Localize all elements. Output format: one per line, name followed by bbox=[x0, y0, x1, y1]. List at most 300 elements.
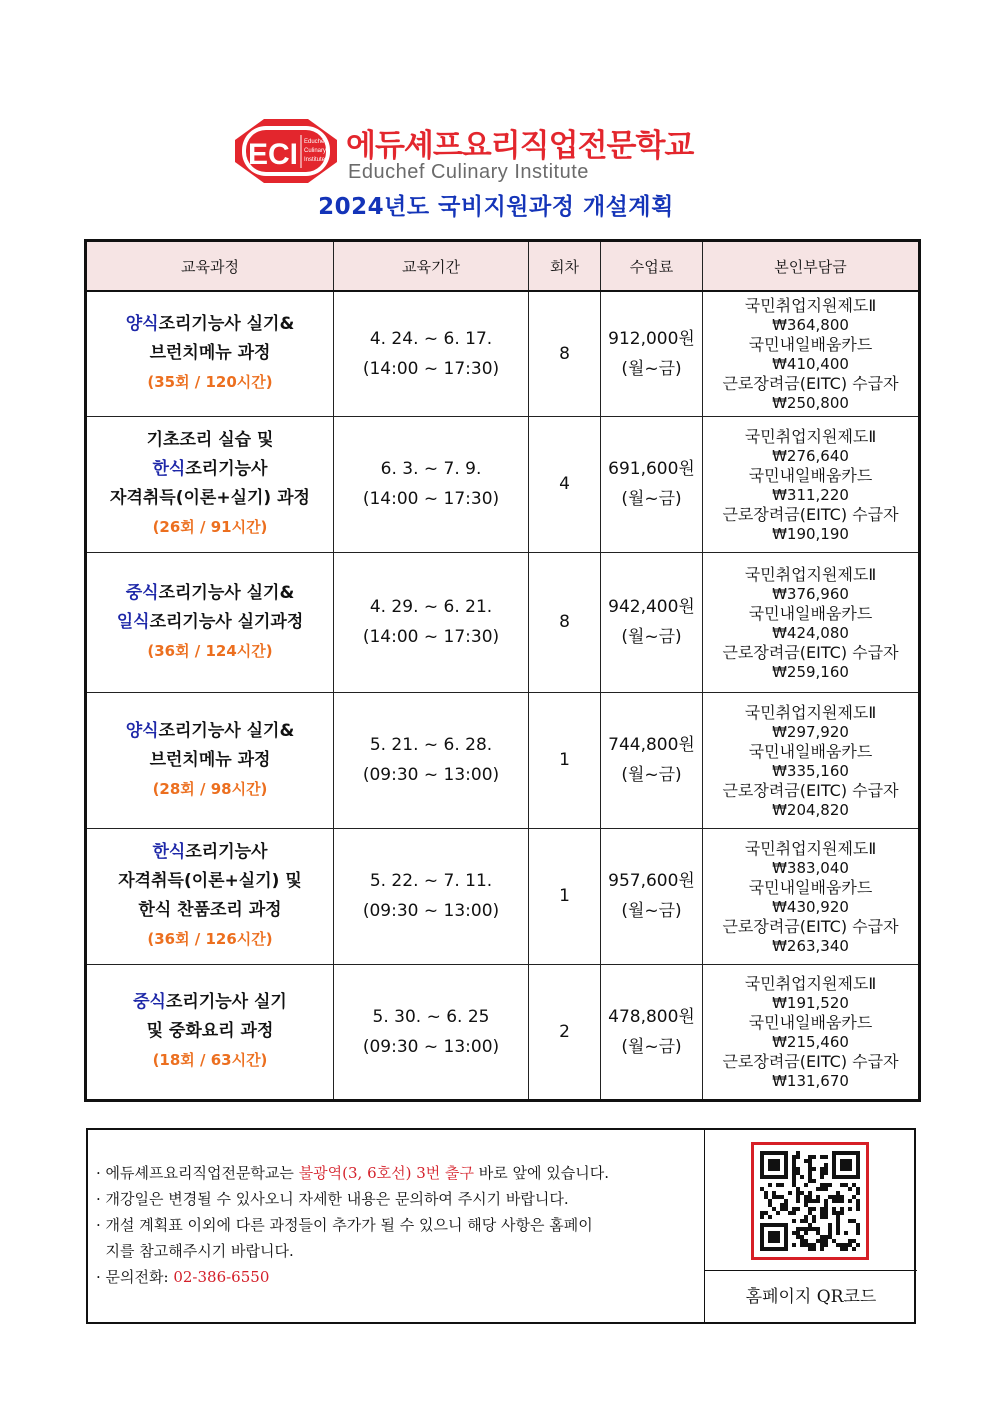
qr-module bbox=[844, 1247, 848, 1251]
qr-module bbox=[792, 1155, 796, 1159]
notice-text-segment: 바로 앞에 있습니다. bbox=[474, 1164, 610, 1182]
logo-english-name: Educhef Culinary Institute bbox=[348, 161, 589, 183]
course-text: 조리기능사 실기과정 bbox=[149, 611, 304, 632]
course-name-cell bbox=[86, 291, 334, 416]
burden-program: 국민취업지원제도Ⅱ bbox=[744, 974, 877, 993]
qr-module bbox=[836, 1227, 840, 1231]
fee-days: (월~금) bbox=[621, 1036, 682, 1057]
col-header-fee: 수업료 bbox=[601, 241, 703, 292]
period-dates: 5. 30. ~ 6. 25 bbox=[372, 1006, 490, 1027]
qr-module bbox=[832, 1211, 836, 1215]
cuisine-highlight: 중식 bbox=[133, 992, 166, 1012]
qr-module bbox=[856, 1227, 860, 1231]
qr-module bbox=[824, 1243, 828, 1247]
burden-program: 국민내일배움카드 bbox=[748, 465, 873, 485]
self-burden-cell bbox=[703, 416, 920, 552]
qr-module bbox=[824, 1239, 828, 1243]
qr-module bbox=[796, 1167, 800, 1171]
qr-module bbox=[828, 1227, 832, 1231]
notice-highlight: 불광역(3, 6호선) 3번 출구 bbox=[298, 1164, 475, 1182]
burden-program: 근로장려금(EITC) 수급자 bbox=[722, 504, 899, 524]
period-dates: 5. 22. ~ 7. 11. bbox=[369, 871, 493, 891]
fee-days: (월~금) bbox=[621, 901, 682, 921]
self-burden-cell bbox=[703, 692, 920, 828]
period-cell bbox=[334, 552, 529, 692]
burden-program: 근로장려금(EITC) 수급자 bbox=[722, 374, 899, 394]
qr-module bbox=[764, 1195, 768, 1199]
qr-module bbox=[804, 1243, 808, 1247]
qr-module bbox=[792, 1183, 796, 1187]
burden-amount: ₩191,520 bbox=[772, 994, 849, 1012]
qr-module bbox=[856, 1187, 860, 1191]
qr-module bbox=[772, 1191, 776, 1195]
qr-module bbox=[800, 1191, 804, 1195]
self-burden-cell bbox=[703, 552, 920, 692]
course-text: 브런치메뉴 과정 bbox=[149, 749, 271, 770]
qr-module bbox=[792, 1171, 796, 1175]
qr-module bbox=[796, 1187, 800, 1191]
qr-module bbox=[760, 1187, 764, 1191]
qr-module bbox=[808, 1247, 812, 1251]
fee-amount: 912,000원 bbox=[608, 328, 695, 349]
course-text: 브런치메뉴 과정 bbox=[149, 343, 271, 364]
qr-module bbox=[812, 1155, 816, 1159]
period-cell bbox=[334, 291, 529, 416]
course-name-line bbox=[87, 426, 333, 455]
qr-module bbox=[784, 1203, 788, 1207]
course-text: 조리기능사 실기& bbox=[158, 720, 295, 741]
burden-program: 근로장려금(EITC) 수급자 bbox=[722, 780, 899, 800]
fee-days: (월~금) bbox=[621, 765, 682, 785]
course-name-line bbox=[87, 1017, 333, 1046]
qr-module bbox=[800, 1227, 804, 1231]
qr-module bbox=[772, 1195, 776, 1199]
qr-module bbox=[836, 1215, 840, 1219]
notice-text-segment: 지를 참고해주시기 바랍니다. bbox=[96, 1242, 294, 1260]
qr-module bbox=[784, 1199, 788, 1203]
qr-module bbox=[832, 1239, 836, 1243]
self-burden-cell bbox=[703, 828, 920, 964]
qr-module bbox=[780, 1183, 784, 1187]
qr-module bbox=[856, 1231, 860, 1235]
qr-module bbox=[812, 1243, 816, 1247]
qr-caption: 홈페이지 QR코드 bbox=[705, 1270, 917, 1323]
qr-module bbox=[808, 1211, 812, 1215]
table-row bbox=[86, 964, 920, 1100]
burden-program: 국민취업지원제도Ⅱ bbox=[744, 838, 877, 858]
period-cell bbox=[334, 692, 529, 828]
logo-badge-small-3: Institute bbox=[304, 157, 326, 163]
qr-module bbox=[808, 1163, 812, 1167]
qr-module bbox=[792, 1211, 796, 1215]
qr-module bbox=[808, 1179, 812, 1183]
table-row bbox=[86, 828, 920, 964]
burden-amount: ₩190,190 bbox=[772, 524, 849, 543]
period-dates: 6. 3. ~ 7. 9. bbox=[380, 459, 482, 479]
qr-module bbox=[804, 1199, 808, 1203]
qr-module bbox=[808, 1171, 812, 1175]
fee-cell bbox=[601, 692, 703, 828]
qr-module bbox=[792, 1163, 796, 1167]
qr-module bbox=[836, 1231, 840, 1235]
qr-module bbox=[820, 1247, 824, 1251]
qr-module bbox=[836, 1191, 840, 1195]
qr-module bbox=[856, 1199, 860, 1203]
course-schedule-table bbox=[84, 239, 921, 1102]
period-time: (14:00 ~ 17:30) bbox=[362, 627, 500, 647]
qr-module bbox=[816, 1227, 820, 1231]
qr-module bbox=[840, 1243, 844, 1247]
qr-module bbox=[808, 1243, 812, 1247]
qr-module bbox=[796, 1151, 800, 1155]
period-cell bbox=[334, 416, 529, 552]
qr-module bbox=[848, 1199, 852, 1203]
course-hours: (18회 / 63시간) bbox=[152, 1051, 268, 1069]
qr-module bbox=[828, 1223, 832, 1227]
qr-module bbox=[832, 1199, 836, 1203]
col-header-burden: 본인부담금 bbox=[703, 241, 920, 292]
qr-module bbox=[764, 1191, 768, 1195]
qr-module bbox=[804, 1159, 808, 1163]
burden-program: 국민취업지원제도Ⅱ bbox=[744, 426, 877, 446]
qr-module bbox=[804, 1215, 808, 1219]
qr-module bbox=[804, 1231, 808, 1235]
qr-module bbox=[836, 1223, 840, 1227]
qr-module bbox=[816, 1199, 820, 1203]
qr-module bbox=[848, 1243, 852, 1247]
qr-module bbox=[800, 1235, 804, 1239]
qr-module bbox=[844, 1183, 848, 1187]
qr-module bbox=[792, 1175, 796, 1179]
course-name-line bbox=[87, 484, 333, 513]
notice-text-segment: · 에듀셰프요리직업전문학교는 bbox=[96, 1164, 299, 1182]
qr-module bbox=[768, 1199, 772, 1203]
qr-module bbox=[848, 1207, 852, 1211]
course-name-line bbox=[87, 310, 333, 339]
fee-cell bbox=[601, 964, 703, 1100]
course-name-cell bbox=[86, 416, 334, 552]
qr-module bbox=[812, 1247, 816, 1251]
qr-module bbox=[804, 1203, 808, 1207]
course-name-cell bbox=[86, 964, 334, 1100]
burden-program: 국민내일배움카드 bbox=[748, 877, 873, 897]
qr-module bbox=[792, 1179, 796, 1183]
period-time: (14:00 ~ 17:30) bbox=[362, 489, 500, 509]
course-text: 조리기능사 bbox=[185, 459, 268, 479]
period-dates: 4. 24. ~ 6. 17. bbox=[369, 328, 493, 349]
qr-module bbox=[828, 1195, 832, 1199]
burden-amount: ₩364,800 bbox=[772, 316, 849, 335]
qr-module bbox=[820, 1183, 824, 1187]
qr-module bbox=[856, 1243, 860, 1247]
qr-module bbox=[848, 1239, 852, 1243]
qr-module bbox=[800, 1239, 804, 1243]
qr-module bbox=[812, 1179, 816, 1183]
fee-amount: 957,600원 bbox=[608, 871, 695, 891]
notice-text-segment: · 개강일은 변경될 수 있사오니 자세한 내용은 문의하여 주시기 바랍니다. bbox=[96, 1190, 569, 1208]
qr-module bbox=[768, 1183, 772, 1187]
fee-amount: 942,400원 bbox=[608, 597, 695, 617]
qr-module bbox=[820, 1211, 824, 1215]
fee-cell bbox=[601, 552, 703, 692]
qr-finder-core bbox=[840, 1159, 852, 1171]
homepage-qr-code[interactable] bbox=[751, 1142, 869, 1260]
qr-module bbox=[792, 1159, 796, 1163]
course-text: 조리기능사 실기 bbox=[165, 992, 287, 1012]
qr-module bbox=[776, 1183, 780, 1187]
qr-module bbox=[824, 1155, 828, 1159]
school-logo bbox=[234, 118, 704, 190]
qr-module bbox=[792, 1207, 796, 1211]
cuisine-highlight: 중식 bbox=[125, 582, 159, 603]
self-burden-cell bbox=[703, 964, 920, 1100]
qr-module bbox=[832, 1207, 836, 1211]
burden-amount: ₩383,040 bbox=[772, 858, 849, 877]
qr-module bbox=[836, 1195, 840, 1199]
qr-module bbox=[840, 1211, 844, 1215]
qr-module bbox=[816, 1187, 820, 1191]
burden-amount: ₩410,400 bbox=[772, 355, 849, 374]
qr-module bbox=[824, 1187, 828, 1191]
burden-program: 국민취업지원제도Ⅱ bbox=[744, 564, 877, 584]
fee-days: (월~금) bbox=[621, 627, 682, 647]
course-text: 조리기능사 실기& bbox=[158, 314, 295, 335]
qr-finder-core bbox=[768, 1231, 780, 1243]
burden-amount: ₩376,960 bbox=[772, 584, 849, 603]
round-cell: 4 bbox=[529, 416, 601, 552]
qr-module bbox=[824, 1183, 828, 1187]
qr-module bbox=[816, 1195, 820, 1199]
qr-module bbox=[824, 1211, 828, 1215]
round-cell: 2 bbox=[529, 964, 601, 1100]
course-name-line bbox=[87, 867, 333, 896]
fee-cell bbox=[601, 291, 703, 416]
qr-module bbox=[796, 1191, 800, 1195]
qr-module bbox=[796, 1195, 800, 1199]
qr-module bbox=[820, 1155, 824, 1159]
qr-module bbox=[840, 1199, 844, 1203]
qr-module bbox=[820, 1167, 824, 1171]
qr-module bbox=[796, 1207, 800, 1211]
period-cell bbox=[334, 964, 529, 1100]
qr-module bbox=[848, 1187, 852, 1191]
qr-module bbox=[812, 1219, 816, 1223]
course-text: 기초조리 실습 및 bbox=[146, 430, 274, 450]
cuisine-highlight: 일식 bbox=[116, 611, 150, 632]
notice-line bbox=[96, 1238, 704, 1264]
course-hours: (36회 / 124시간) bbox=[147, 641, 273, 660]
cuisine-highlight: 양식 bbox=[125, 720, 159, 741]
burden-amount: ₩131,670 bbox=[772, 1072, 849, 1090]
table-row bbox=[86, 552, 920, 692]
col-header-round: 회차 bbox=[529, 241, 601, 292]
burden-amount: ₩250,800 bbox=[772, 394, 849, 413]
qr-module bbox=[768, 1203, 772, 1207]
course-name-cell bbox=[86, 692, 334, 828]
qr-column bbox=[704, 1130, 917, 1322]
page-title: 2024년도 국비지원과정 개설계획 bbox=[318, 194, 674, 220]
course-name-line bbox=[87, 896, 333, 925]
qr-module bbox=[804, 1219, 808, 1223]
qr-module bbox=[808, 1199, 812, 1203]
notice-line bbox=[96, 1212, 704, 1238]
qr-module bbox=[796, 1199, 800, 1203]
fee-days: (월~금) bbox=[621, 358, 682, 379]
qr-module bbox=[804, 1195, 808, 1199]
notice-line bbox=[96, 1186, 704, 1212]
qr-module bbox=[840, 1207, 844, 1211]
qr-module bbox=[824, 1235, 828, 1239]
course-name-line bbox=[87, 608, 333, 637]
qr-module bbox=[812, 1199, 816, 1203]
period-time: (09:30 ~ 13:00) bbox=[362, 1036, 500, 1057]
qr-module bbox=[792, 1219, 796, 1223]
burden-program: 국민내일배움카드 bbox=[748, 335, 873, 355]
course-name-line bbox=[87, 988, 333, 1017]
qr-module bbox=[784, 1207, 788, 1211]
qr-module bbox=[816, 1231, 820, 1235]
course-hours: (26회 / 91시간) bbox=[152, 518, 268, 536]
course-name-line bbox=[87, 838, 333, 867]
qr-module bbox=[824, 1171, 828, 1175]
course-name-line bbox=[87, 579, 333, 608]
qr-module bbox=[796, 1231, 800, 1235]
qr-module bbox=[808, 1227, 812, 1231]
qr-module bbox=[828, 1183, 832, 1187]
qr-module bbox=[760, 1215, 764, 1219]
burden-program: 국민취업지원제도Ⅱ bbox=[744, 702, 877, 722]
qr-module bbox=[804, 1183, 808, 1187]
burden-amount: ₩204,820 bbox=[772, 800, 849, 819]
fee-amount: 744,800원 bbox=[608, 735, 695, 755]
qr-module bbox=[808, 1207, 812, 1211]
logo-badge-small-1: Educhef bbox=[304, 139, 327, 145]
course-text: 한식 찬품조리 과정 bbox=[138, 900, 282, 920]
table-row bbox=[86, 692, 920, 828]
qr-module bbox=[796, 1171, 800, 1175]
burden-amount: ₩335,160 bbox=[772, 761, 849, 780]
qr-module bbox=[772, 1207, 776, 1211]
qr-module bbox=[812, 1167, 816, 1171]
qr-module bbox=[832, 1195, 836, 1199]
period-cell bbox=[334, 828, 529, 964]
col-header-course: 교육과정 bbox=[86, 241, 334, 292]
course-name-line bbox=[87, 455, 333, 484]
qr-module bbox=[808, 1223, 812, 1227]
qr-module bbox=[792, 1243, 796, 1247]
table-row bbox=[86, 291, 920, 416]
qr-module bbox=[792, 1167, 796, 1171]
qr-module bbox=[840, 1247, 844, 1251]
qr-module bbox=[796, 1235, 800, 1239]
qr-module bbox=[836, 1199, 840, 1203]
burden-amount: ₩263,340 bbox=[772, 936, 849, 955]
qr-module bbox=[824, 1167, 828, 1171]
qr-module bbox=[808, 1175, 812, 1179]
notice-text-segment: · 문의전화: bbox=[96, 1268, 174, 1286]
notice-line bbox=[96, 1160, 704, 1186]
qr-module bbox=[836, 1219, 840, 1223]
qr-module bbox=[808, 1191, 812, 1195]
table-row bbox=[86, 416, 920, 552]
qr-module bbox=[812, 1227, 816, 1231]
qr-module bbox=[824, 1215, 828, 1219]
qr-module bbox=[836, 1243, 840, 1247]
course-name-line bbox=[87, 746, 333, 775]
round-cell: 1 bbox=[529, 828, 601, 964]
qr-module bbox=[852, 1247, 856, 1251]
qr-module bbox=[852, 1239, 856, 1243]
course-name-cell bbox=[86, 552, 334, 692]
course-text: 조리기능사 실기& bbox=[158, 582, 295, 603]
qr-module bbox=[804, 1227, 808, 1231]
round-cell: 1 bbox=[529, 692, 601, 828]
qr-module bbox=[836, 1211, 840, 1215]
burden-amount: ₩424,080 bbox=[772, 623, 849, 642]
qr-module bbox=[828, 1231, 832, 1235]
qr-module bbox=[776, 1195, 780, 1199]
notice-highlight: 02-386-6550 bbox=[173, 1268, 270, 1286]
burden-amount: ₩297,920 bbox=[772, 722, 849, 741]
course-name-cell bbox=[86, 828, 334, 964]
qr-module bbox=[808, 1167, 812, 1171]
burden-amount: ₩430,920 bbox=[772, 897, 849, 916]
burden-program: 근로장려금(EITC) 수급자 bbox=[722, 642, 899, 662]
qr-module bbox=[840, 1195, 844, 1199]
self-burden-cell bbox=[703, 291, 920, 416]
qr-module bbox=[804, 1239, 808, 1243]
qr-module bbox=[852, 1195, 856, 1199]
round-cell: 8 bbox=[529, 552, 601, 692]
logo-badge-small-2: Culinary bbox=[304, 148, 327, 154]
period-dates: 4. 29. ~ 6. 21. bbox=[369, 597, 493, 617]
qr-module bbox=[800, 1175, 804, 1179]
qr-module bbox=[792, 1231, 796, 1235]
fee-cell bbox=[601, 416, 703, 552]
burden-amount: ₩215,460 bbox=[772, 1033, 849, 1051]
qr-module bbox=[820, 1175, 824, 1179]
qr-module bbox=[764, 1211, 768, 1215]
qr-module bbox=[820, 1243, 824, 1247]
burden-program: 국민취업지원제도Ⅱ bbox=[744, 296, 877, 316]
period-time: (14:00 ~ 17:30) bbox=[362, 358, 500, 379]
burden-program: 국민내일배움카드 bbox=[748, 603, 873, 623]
fee-amount: 691,600원 bbox=[608, 459, 695, 479]
fee-cell bbox=[601, 828, 703, 964]
fee-days: (월~금) bbox=[621, 489, 682, 509]
qr-module bbox=[824, 1203, 828, 1207]
qr-module bbox=[776, 1211, 780, 1215]
course-text: 자격취득(이론+실기) 과정 bbox=[110, 488, 310, 508]
cuisine-highlight: 한식 bbox=[152, 459, 186, 479]
notice-text-segment: · 개설 계획표 이외에 다른 과정들이 추가가 될 수 있으니 해당 사항은 홈페이 bbox=[96, 1216, 593, 1234]
course-text: 및 중화요리 과정 bbox=[146, 1021, 274, 1041]
qr-module bbox=[840, 1183, 844, 1187]
course-text: 자격취득(이론+실기) 및 bbox=[118, 871, 302, 891]
qr-module bbox=[808, 1195, 812, 1199]
burden-program: 근로장려금(EITC) 수급자 bbox=[722, 1052, 899, 1071]
burden-amount: ₩259,160 bbox=[772, 662, 849, 681]
period-time: (09:30 ~ 13:00) bbox=[362, 901, 500, 921]
qr-module bbox=[780, 1207, 784, 1211]
course-text: 조리기능사 bbox=[185, 842, 268, 862]
qr-module bbox=[788, 1191, 792, 1195]
notice-text bbox=[96, 1160, 704, 1290]
qr-module bbox=[820, 1207, 824, 1211]
course-name-line bbox=[87, 339, 333, 368]
qr-module bbox=[856, 1223, 860, 1227]
course-hours: (35회 / 120시간) bbox=[147, 373, 273, 392]
